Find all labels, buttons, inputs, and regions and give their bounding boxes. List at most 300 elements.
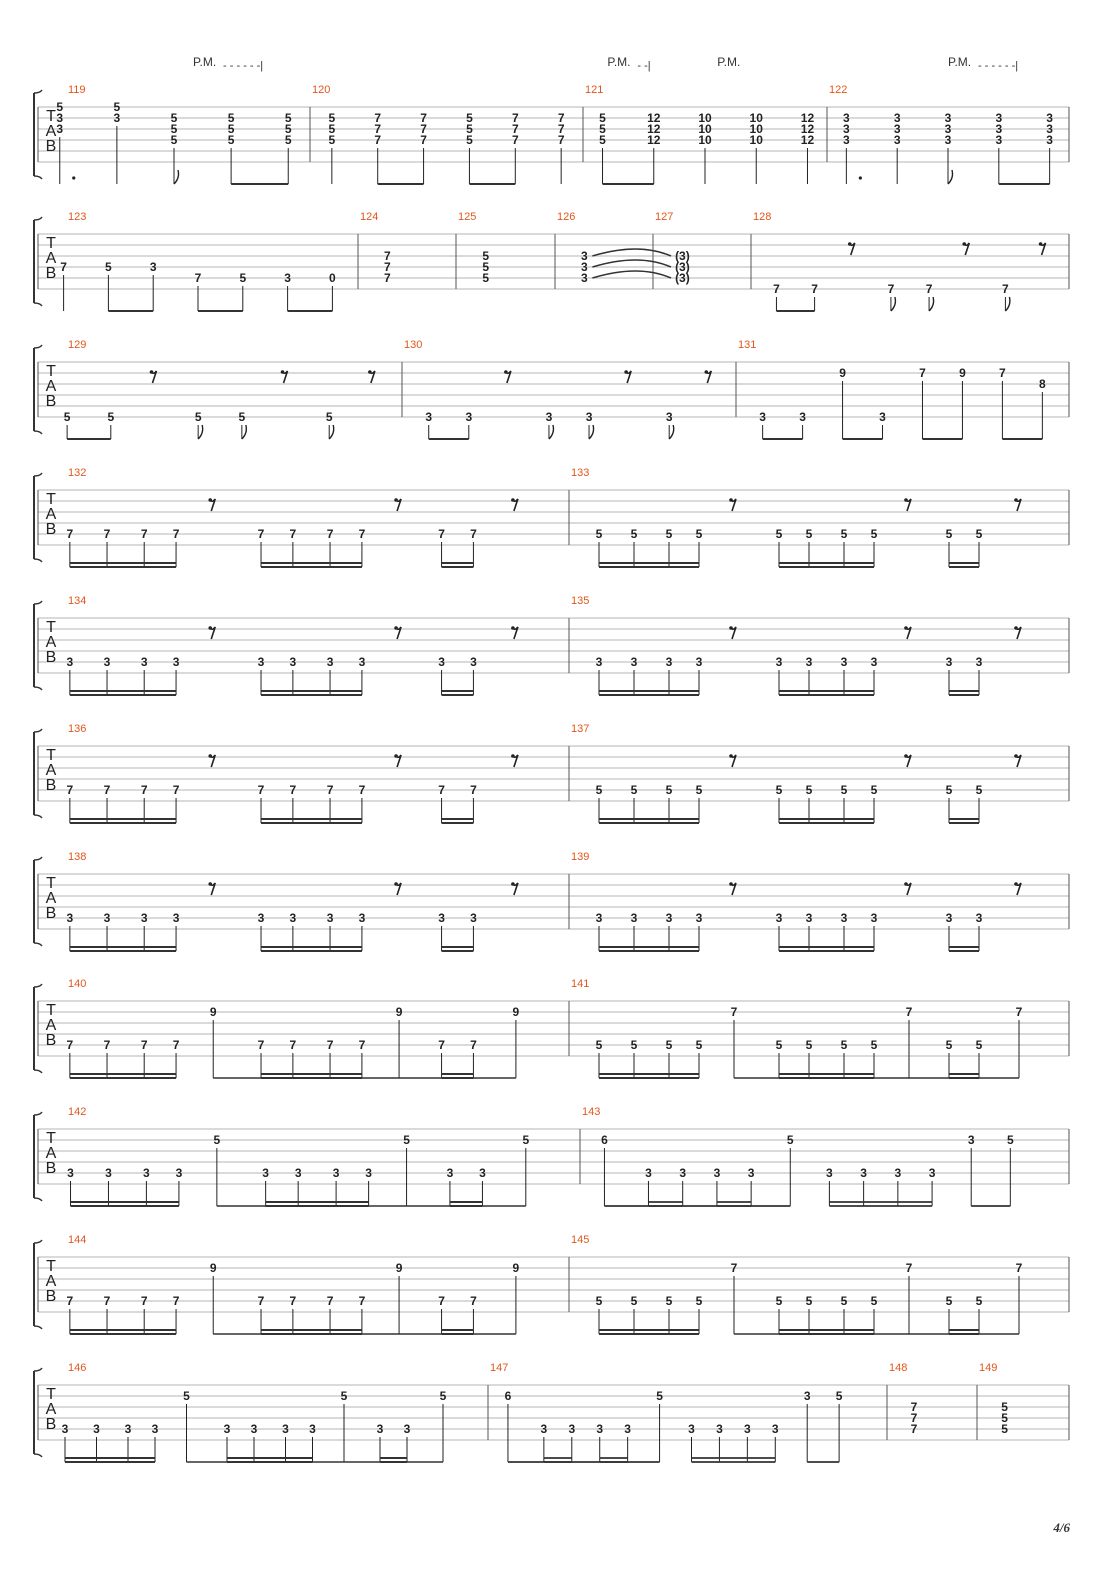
fret-number: 3 (893, 111, 901, 125)
fret-number: 5 (630, 783, 638, 797)
fret-number: 3 (581, 249, 588, 263)
fret-number: 5 (775, 783, 783, 797)
palm-mute-extent: - -| (637, 60, 651, 72)
fret-number: 12 (647, 111, 661, 125)
fret-number: 3 (843, 111, 850, 125)
fret-number: 5 (975, 1038, 983, 1052)
fret-number: 7 (420, 122, 427, 136)
rest-dot (394, 754, 398, 758)
measure-number: 137 (571, 723, 590, 735)
fret-number: 3 (967, 1133, 975, 1147)
fret-number: 5 (975, 783, 983, 797)
fret-number: 3 (376, 1422, 384, 1436)
fret-number: 7 (358, 783, 366, 797)
fret-number: 5 (227, 111, 235, 125)
fret-number: 3 (995, 111, 1003, 125)
fret-number: 3 (403, 1422, 411, 1436)
fret-number: 3 (358, 655, 366, 669)
rest-dot (281, 370, 285, 374)
fret-number: 3 (695, 655, 703, 669)
bracket-bottom (34, 687, 42, 690)
fret-number: 7 (66, 1294, 74, 1308)
fret-number: 10 (698, 122, 712, 136)
fret-number: 3 (365, 1166, 372, 1180)
measure-number: 141 (571, 978, 590, 990)
tab-system (34, 473, 1069, 562)
fret-number: 5 (599, 111, 606, 125)
tab-clef-letter: T (46, 747, 56, 764)
fret-number: 7 (358, 527, 366, 541)
fret-number: 3 (568, 1422, 576, 1436)
tab-system (34, 217, 1069, 306)
fret-number: 7 (289, 527, 297, 541)
fret-number: 3 (124, 1422, 132, 1436)
fret-number: 3 (679, 1166, 687, 1180)
tab-clef-letter: T (46, 619, 56, 636)
rest-dot (729, 882, 733, 886)
palm-mute-extent: - - - - - -| (978, 60, 1019, 72)
tie-arc (592, 249, 671, 256)
measure-number: 131 (738, 339, 757, 351)
fret-number: 3 (665, 410, 673, 424)
fret-number: 3 (843, 122, 850, 136)
fret-number: 7 (66, 783, 74, 797)
eighth-rest (511, 882, 518, 895)
measure-number: 149 (979, 1362, 998, 1374)
eighth-rest (848, 242, 855, 255)
fret-number: 12 (800, 122, 815, 136)
fret-number: 3 (143, 1166, 150, 1180)
measure-number: 125 (458, 211, 477, 223)
fret-number: 5 (595, 1038, 603, 1052)
tab-clef-letter: T (46, 875, 56, 892)
tie-arc (592, 271, 671, 278)
note-flag (891, 297, 896, 311)
rest-dot (208, 754, 212, 758)
fret-number-high: 9 (209, 1005, 217, 1019)
fret-number: 3 (747, 1166, 755, 1180)
fret-number: 5 (170, 111, 178, 125)
fret-number: 7 (384, 260, 391, 274)
fret-number: 5 (107, 410, 115, 424)
fret-number: 7 (438, 783, 445, 797)
fret-number: 0 (329, 271, 336, 285)
fret-number: 7 (257, 1294, 265, 1308)
fret-number: 3 (894, 1166, 902, 1180)
measure-number: 134 (68, 595, 87, 607)
rest-dot (1014, 882, 1018, 886)
fret-number: 7 (140, 1294, 148, 1308)
fret-number: 3 (438, 655, 445, 669)
tab-clef-letter: B (45, 905, 57, 922)
eighth-rest (368, 370, 375, 383)
eighth-rest (511, 754, 518, 767)
eighth-rest (394, 882, 401, 895)
fret-number: 3 (1046, 111, 1053, 125)
fret-number: 12 (647, 133, 661, 147)
fret-number: 5 (227, 122, 235, 136)
fret-number: 3 (840, 911, 848, 925)
fret-number: 3 (446, 1166, 454, 1180)
fret-number: 3 (928, 1166, 936, 1180)
rest-dot (504, 370, 508, 374)
fret-number: 3 (799, 410, 806, 424)
eighth-rest (394, 498, 401, 511)
rest-dot (511, 626, 515, 630)
fret-number: 3 (479, 1166, 486, 1180)
measure-number: 138 (68, 851, 87, 863)
fret-number: 5 (325, 410, 333, 424)
bracket-bottom (34, 943, 42, 946)
fret-number: 3 (103, 911, 111, 925)
palm-mute-label: P.M. (193, 55, 217, 69)
fret-number: 3 (893, 122, 901, 136)
fret-number: 3 (262, 1166, 269, 1180)
measure-number: 135 (571, 595, 590, 607)
fret-number: 3 (585, 410, 593, 424)
fret-number: 5 (466, 133, 473, 147)
tab-system (34, 1240, 1069, 1329)
fret-number: 5 (599, 133, 606, 147)
bracket-top (34, 345, 42, 348)
measure-number: 127 (655, 211, 674, 223)
note-flag (589, 425, 594, 439)
fret-number: 5 (840, 527, 848, 541)
fret-number: 7 (326, 1294, 334, 1308)
eighth-rest (904, 626, 911, 639)
tab-clef-letter: B (45, 1032, 57, 1049)
fret-number: 3 (995, 122, 1003, 136)
fret-number: 5 (284, 111, 292, 125)
bracket-top (34, 1368, 42, 1371)
fret-number: 5 (975, 527, 983, 541)
rest-dot (150, 370, 154, 374)
fret-number: 5 (870, 783, 878, 797)
fret-number: 5 (945, 783, 953, 797)
fret-number: 7 (420, 133, 427, 147)
fret-number: 5 (595, 527, 603, 541)
measure-number: 128 (753, 211, 772, 223)
fret-number: 3 (879, 410, 886, 424)
rest-dot (511, 754, 515, 758)
dot (72, 176, 75, 179)
tab-clef-letter: T (46, 1002, 56, 1019)
fret-number: 3 (775, 655, 783, 669)
fret-number: 3 (282, 1422, 289, 1436)
tab-clef-letter: A (45, 890, 57, 907)
palm-mute-extent: - - - - - -| (223, 60, 264, 72)
fret-number: 3 (995, 133, 1003, 147)
fret-number: 7 (910, 1400, 918, 1414)
measure-number: 146 (68, 1362, 87, 1374)
fret-number: 5 (170, 133, 178, 147)
fret-number-high: 5 (522, 1133, 530, 1147)
fret-number: 7 (257, 1038, 265, 1052)
fret-number: 7 (910, 1411, 918, 1425)
fret-number: 5 (466, 111, 473, 125)
fret-number: 7 (811, 282, 818, 296)
fret-number: 6 (504, 1389, 512, 1403)
fret-number-high: 9 (512, 1005, 520, 1019)
fret-number: 5 (482, 260, 490, 274)
tab-clef-letter: T (46, 1258, 56, 1275)
eighth-rest (729, 498, 736, 511)
note-flag (1005, 297, 1010, 311)
rest-dot (904, 882, 908, 886)
eighth-rest (504, 370, 511, 383)
rest-dot (511, 882, 515, 886)
measure-number: 143 (582, 1106, 601, 1118)
fret-number: 9 (959, 366, 966, 380)
tab-system (34, 729, 1069, 818)
fret-number: 10 (749, 111, 763, 125)
fret-number: 5 (239, 271, 247, 285)
fret-number: 7 (511, 122, 519, 136)
tie-arc (592, 260, 671, 267)
fret-number: 3 (596, 1422, 604, 1436)
fret-number-high: 7 (905, 1005, 913, 1019)
tab-clef-letter: T (46, 108, 56, 125)
fret-number: 7 (289, 1038, 297, 1052)
fret-number: 7 (289, 783, 297, 797)
fret-number-high: 7 (905, 1261, 913, 1275)
tab-clef-letter: A (45, 1401, 57, 1418)
fret-number-high: 5 (340, 1389, 348, 1403)
fret-number: 5 (328, 111, 336, 125)
fret-number: 5 (665, 783, 673, 797)
fret-number: 5 (227, 133, 235, 147)
fret-number: 3 (1046, 122, 1053, 136)
fret-number: 5 (805, 1038, 813, 1052)
fret-number: 7 (172, 527, 180, 541)
fret-number: 5 (595, 783, 603, 797)
tab-clef-letter: A (45, 1145, 57, 1162)
fret-number: 7 (919, 366, 926, 380)
rest-dot (624, 370, 628, 374)
fret-number: 7 (358, 1038, 366, 1052)
fret-number: 3 (250, 1422, 258, 1436)
fret-number: 5 (170, 122, 178, 136)
fret-number: 7 (358, 1294, 366, 1308)
bracket-top (34, 1112, 42, 1115)
fret-number: 7 (773, 282, 780, 296)
fret-number: 5 (656, 1389, 663, 1403)
eighth-rest (208, 498, 215, 511)
fret-number: 3 (595, 911, 603, 925)
fret-number: 7 (384, 249, 391, 263)
bracket-top (34, 217, 42, 220)
fret-number: 5 (870, 1294, 878, 1308)
eighth-rest (208, 882, 215, 895)
fret-number: (3) (675, 260, 690, 274)
tab-system (34, 1112, 1069, 1201)
fret-number: 3 (223, 1422, 231, 1436)
fret-number: 3 (113, 111, 121, 125)
fret-number: 7 (194, 271, 202, 285)
measure-number: 140 (68, 978, 87, 990)
fret-number: 5 (835, 1389, 843, 1403)
tab-system (34, 984, 1069, 1073)
fret-number: 3 (695, 911, 703, 925)
fret-number: 7 (172, 783, 180, 797)
bracket-top (34, 601, 42, 604)
measure-number: 133 (571, 467, 590, 479)
fret-number: 3 (688, 1422, 695, 1436)
note-flag (669, 425, 674, 439)
tab-clef-letter: T (46, 1130, 56, 1147)
fret-number: 5 (786, 1133, 794, 1147)
rest-dot (1014, 498, 1018, 502)
tab-clef-letter: T (46, 491, 56, 508)
fret-number: 7 (438, 1294, 445, 1308)
bracket-bottom (34, 1454, 42, 1457)
fret-number: 3 (870, 655, 878, 669)
measure-number: 145 (571, 1234, 590, 1246)
tab-system (34, 857, 1069, 946)
rest-dot (904, 626, 908, 630)
fret-number: 7 (557, 122, 565, 136)
fret-number: 3 (805, 911, 813, 925)
palm-mute-label: P.M. (607, 55, 631, 69)
fret-number: 3 (975, 911, 983, 925)
fret-number: 3 (540, 1422, 548, 1436)
fret-number: 7 (257, 783, 265, 797)
fret-number: 3 (665, 655, 673, 669)
fret-number: 5 (945, 1038, 953, 1052)
fret-number: 7 (999, 366, 1006, 380)
fret-number: 10 (749, 122, 763, 136)
fret-number: 12 (800, 111, 815, 125)
fret-number: 7 (438, 527, 445, 541)
fret-number: 8 (1039, 377, 1046, 391)
rest-dot (962, 242, 966, 246)
measure-number: 126 (557, 211, 576, 223)
fret-number: 5 (466, 122, 473, 136)
rest-dot (394, 882, 398, 886)
fret-number: 7 (140, 783, 148, 797)
fret-number: 5 (105, 260, 112, 274)
rest-dot (1014, 754, 1018, 758)
fret-number: 7 (140, 527, 148, 541)
note-flag (329, 425, 334, 439)
fret-number: 3 (151, 1422, 159, 1436)
fret-number: 7 (1002, 282, 1009, 296)
fret-number: 3 (326, 655, 334, 669)
fret-number: 5 (805, 527, 813, 541)
fret-number: 5 (805, 1294, 813, 1308)
bracket-bottom (34, 1070, 42, 1073)
tab-clef-letter: A (45, 250, 57, 267)
fret-number: 5 (665, 527, 673, 541)
eighth-rest (729, 626, 736, 639)
measure-number: 122 (829, 84, 848, 96)
fret-number: 5 (630, 1038, 638, 1052)
fret-number: 3 (944, 122, 952, 136)
measure-number: 144 (68, 1234, 87, 1246)
rest-dot (511, 498, 515, 502)
fret-number: 5 (945, 527, 953, 541)
fret-number: 3 (713, 1166, 721, 1180)
fret-number: 10 (698, 133, 712, 147)
tab-clef-letter: A (45, 1017, 57, 1034)
fret-number: 3 (93, 1422, 100, 1436)
fret-number: 7 (326, 527, 334, 541)
note-flag (198, 425, 203, 439)
fret-number: 5 (870, 1038, 878, 1052)
fret-number: 7 (438, 1038, 445, 1052)
fret-number: 3 (843, 133, 850, 147)
dot (859, 176, 862, 179)
rest-dot (208, 498, 212, 502)
fret-number: 3 (775, 911, 783, 925)
fret-number: 3 (771, 1422, 779, 1436)
measure-number: 129 (68, 339, 87, 351)
eighth-rest (281, 370, 288, 383)
bracket-bottom (34, 431, 42, 434)
fret-number: 5 (63, 410, 71, 424)
fret-number: 5 (695, 1038, 703, 1052)
fret-number: 3 (66, 911, 74, 925)
bracket-top (34, 90, 42, 93)
rest-dot (904, 754, 908, 758)
fret-number: 3 (284, 271, 291, 285)
rest-dot (904, 498, 908, 502)
fret-number: 7 (103, 527, 111, 541)
fret-number: 3 (975, 655, 983, 669)
fret-number: 5 (775, 1294, 783, 1308)
fret-number: 5 (840, 1294, 848, 1308)
bracket-bottom (34, 303, 42, 306)
fret-number: 3 (470, 911, 477, 925)
fret-number-high: 7 (730, 1005, 738, 1019)
fret-number: 3 (326, 911, 334, 925)
fret-number: 3 (56, 122, 64, 136)
fret-number: 7 (172, 1294, 180, 1308)
fret-number-high: 9 (395, 1005, 403, 1019)
fret-number: 7 (103, 1038, 111, 1052)
fret-number: 7 (384, 271, 391, 285)
bracket-bottom (34, 1198, 42, 1201)
page-number: 4/6 (1053, 1520, 1070, 1535)
fret-number-high: 5 (213, 1133, 221, 1147)
tab-clef-letter: A (45, 378, 57, 395)
fret-number: 3 (645, 1166, 652, 1180)
eighth-rest (394, 754, 401, 767)
eighth-rest (1014, 626, 1021, 639)
fret-number: 7 (470, 527, 477, 541)
fret-number: 3 (944, 133, 952, 147)
fret-number-high: 7 (1015, 1005, 1023, 1019)
fret-number: 5 (975, 1294, 983, 1308)
fret-number: 5 (945, 1294, 953, 1308)
fret-number: 7 (910, 1422, 918, 1436)
measure-number: 119 (68, 84, 86, 96)
rest-dot (704, 370, 708, 374)
fret-number: 7 (887, 282, 895, 296)
tab-clef-letter: T (46, 1386, 56, 1403)
fret-number: 5 (56, 100, 64, 114)
fret-number: 3 (945, 655, 953, 669)
fret-number: 7 (557, 133, 565, 147)
eighth-rest (1014, 882, 1021, 895)
fret-number: 3 (630, 911, 638, 925)
bracket-bottom (34, 1326, 42, 1329)
fret-number-high: 5 (439, 1389, 447, 1403)
fret-number: 5 (805, 783, 813, 797)
fret-number: 5 (665, 1294, 673, 1308)
fret-number: 12 (800, 133, 815, 147)
fret-number: 3 (665, 911, 673, 925)
